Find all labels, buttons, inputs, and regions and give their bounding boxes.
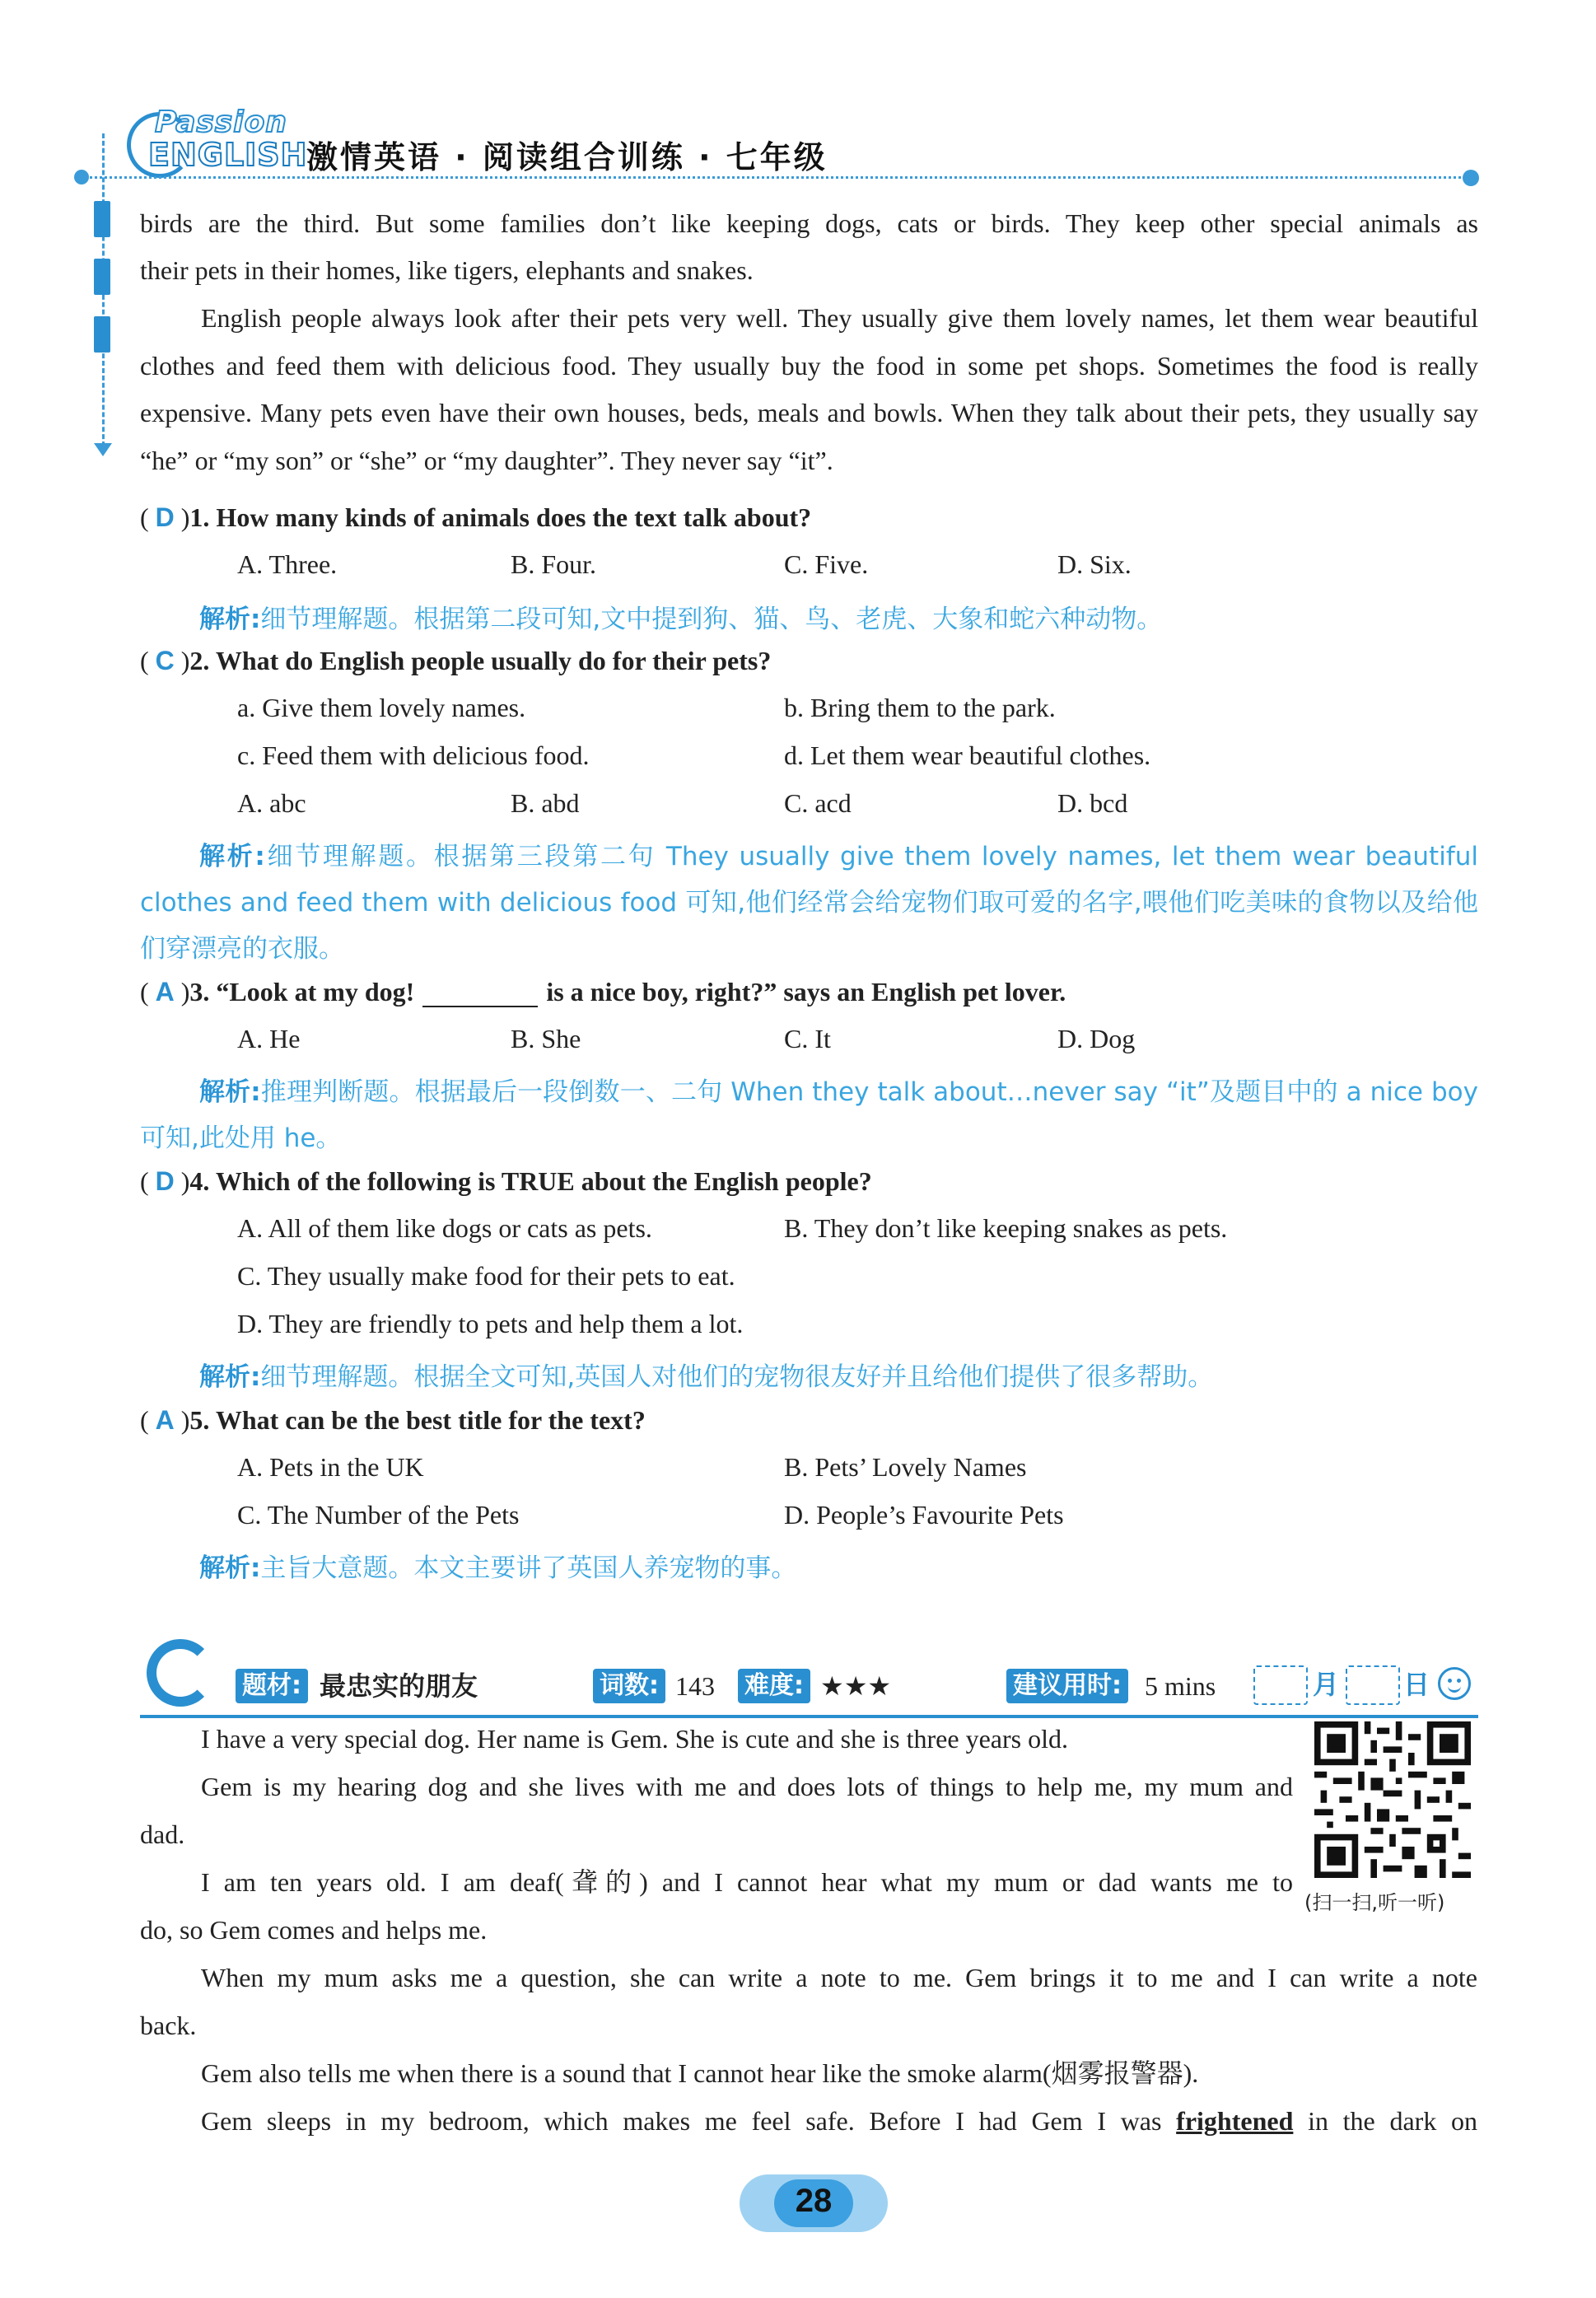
- explanation-label: 解析:: [199, 1553, 261, 1583]
- passage-line: dad.: [140, 1819, 185, 1849]
- explanation-label: 解析:: [199, 842, 265, 871]
- explanation-1: [199, 596, 1476, 642]
- month-label: 月: [1313, 1669, 1340, 1700]
- explanation-text: 推理判断题。根据最后一段倒数一、二句 When they talk about…never say “it”及题目中的 a nice boy 可知,此处用 he。: [140, 1077, 1478, 1153]
- question-text: 5. What can be the best title for the text?: [189, 1405, 646, 1435]
- page-number: 28: [795, 2183, 833, 2219]
- passion-english-logo: [124, 105, 308, 175]
- month-input-box[interactable]: [1253, 1665, 1308, 1705]
- explanation-label: 解析:: [199, 1077, 261, 1107]
- option: C. It: [784, 1024, 831, 1053]
- explanation-3: [140, 1069, 1478, 1161]
- option: C. They usually make food for their pets to eat.: [237, 1261, 735, 1291]
- option: D. They are friendly to pets and help them a lot.: [237, 1309, 744, 1338]
- option: A. Pets in the UK: [237, 1452, 424, 1482]
- header-divider: [79, 176, 1471, 179]
- word-count-value: 143: [675, 1671, 715, 1701]
- option: D. Dog: [1057, 1024, 1136, 1053]
- option: D. bcd: [1057, 788, 1128, 818]
- question-text-before: 3. “Look at my dog!: [189, 977, 415, 1007]
- option: A. abc: [237, 788, 306, 818]
- answer-4: D: [155, 1166, 175, 1196]
- option: B. Four.: [511, 549, 597, 579]
- day-label: 日: [1403, 1669, 1430, 1700]
- explanation-text: 细节理解题。根据第三段第二句 They usually give them lovely names, let them wear beautiful clothes and feed them with delicious food 可知,他们经常会给宠物们取可爱的名字,喂他们吃美味的食物以及给他们穿漂亮的衣服。: [140, 842, 1479, 964]
- sub-option: a. Give them lovely names.: [237, 693, 526, 722]
- passage-line: back.: [140, 2011, 197, 2040]
- qr-caption: (扫一扫,听一听): [1304, 1891, 1445, 1914]
- sub-option: b. Bring them to the park.: [784, 693, 1056, 722]
- passage-line: Gem is my hearing dog and she lives with me and does lots of things to help me, my mum and: [201, 1772, 1293, 1801]
- word-count-tag: 词数:: [593, 1669, 665, 1703]
- explanation-5: [199, 1545, 1476, 1591]
- option: D. People’s Favourite Pets: [784, 1500, 1064, 1530]
- explanation-4: [199, 1354, 1476, 1400]
- time-value: 5 mins: [1145, 1671, 1216, 1701]
- option: B. She: [511, 1024, 581, 1053]
- passage-line: Gem also tells me when there is a sound that I cannot hear like the smoke alarm(烟雾报警器).: [201, 2058, 1199, 2088]
- passage-line: their pets in their homes, like tigers, elephants and snakes.: [140, 255, 754, 285]
- difficulty-stars: ★★★: [820, 1671, 892, 1701]
- explanation-label: 解析:: [199, 1362, 261, 1392]
- sub-option: d. Let them wear beautiful clothes.: [784, 740, 1151, 770]
- passage-line: I am ten years old. I am deaf(聋的) and I cannot hear what my mum or dad wants me to: [201, 1867, 1293, 1897]
- option: C. Five.: [784, 549, 869, 579]
- option: B. Pets’ Lovely Names: [784, 1452, 1027, 1482]
- topic-tag: 题材:: [236, 1669, 308, 1703]
- logo-bottom-text: ENGLISH: [148, 137, 308, 173]
- header-dot-icon: [1463, 170, 1479, 186]
- explanation-text: 主旨大意题。本文主要讲了英国人养宠物的事。: [260, 1553, 797, 1583]
- side-block-icon: [94, 201, 110, 237]
- option: C. The Number of the Pets: [237, 1500, 520, 1530]
- passage-line: When my mum asks me a question, she can write a note to me. Gem brings it to me and I can write a note: [201, 1963, 1477, 1992]
- section-c-letter-icon: [138, 1639, 221, 1712]
- answer-5: A: [155, 1405, 175, 1435]
- logo-top-text: Passion: [155, 105, 287, 139]
- explanation-2: [140, 834, 1478, 972]
- option: A. He: [237, 1024, 301, 1053]
- question-text: 4. Which of the following is TRUE about the English people?: [189, 1166, 872, 1196]
- page-number-badge: [740, 2174, 888, 2232]
- side-block-icon: [94, 259, 110, 295]
- option: B. abd: [511, 788, 580, 818]
- day-input-box[interactable]: [1346, 1665, 1400, 1705]
- question-4: ( D )4. Which of the following is TRUE about the English people?: [140, 1166, 872, 1196]
- answer-blank: [422, 981, 538, 1007]
- smiley-icon: [1438, 1667, 1471, 1700]
- option: D. Six.: [1057, 549, 1132, 579]
- header-title: 激情英语 · 阅读组合训练 · 七年级: [306, 139, 828, 175]
- passage-line: birds are the third. But some families don’t like keeping dogs, cats or birds. They keep other special animals as: [140, 208, 1478, 238]
- answer-3: A: [155, 977, 175, 1007]
- passage-line: do, so Gem comes and helps me.: [140, 1915, 488, 1945]
- vocab-word: frightened: [1176, 2106, 1294, 2136]
- passage-line: [201, 2097, 1477, 2145]
- time-tag: 建议用时:: [1006, 1669, 1128, 1703]
- difficulty-tag: 难度:: [738, 1669, 810, 1703]
- side-block-icon: [94, 316, 110, 353]
- passage-text: in the dark on: [1308, 2106, 1478, 2136]
- question-text: 1. How many kinds of animals does the text talk about?: [189, 502, 812, 532]
- question-2: ( C )2. What do English people usually do for their pets?: [140, 646, 772, 675]
- topic-value: 最忠实的朋友: [320, 1670, 478, 1702]
- explanation-text: 细节理解题。根据第二段可知,文中提到狗、猫、鸟、老虎、大象和蛇六种动物。: [260, 605, 1163, 634]
- passage-text: Gem sleeps in my bedroom, which makes me feel safe. Before I had Gem I was: [201, 2106, 1162, 2136]
- answer-1: D: [155, 502, 175, 532]
- option: A. Three.: [237, 549, 338, 579]
- explanation-label: 解析:: [199, 605, 261, 634]
- explanation-text: 细节理解题。根据全文可知,英国人对他们的宠物很友好并且给他们提供了很多帮助。: [260, 1362, 1214, 1392]
- passage-paragraph: English people always look after their pets very well. They usually give them lovely names, let them wear beautiful clothes and feed them with delicious food. They usually buy the food in some pet shops. Sometimes the food is really expensive. Many pets even have their own houses, beds, meals and bowls. When they talk about their pets, they usually say “he” or “my son” or “she” or “my daughter”. They never say “it”.: [140, 303, 1478, 475]
- qr-code-icon[interactable]: [1314, 1721, 1471, 1878]
- option: B. They don’t like keeping snakes as pets.: [784, 1213, 1228, 1243]
- question-3: ( A )3. “Look at my dog! is a nice boy, right?” says an English pet lover.: [140, 977, 1066, 1007]
- option: C. acd: [784, 788, 852, 818]
- question-text: 2. What do English people usually do for their pets?: [189, 646, 772, 675]
- passage-line: I have a very special dog. Her name is Gem. She is cute and she is three years old.: [201, 1724, 1068, 1754]
- question-5: ( A )5. What can be the best title for the text?: [140, 1405, 646, 1435]
- question-1: ( D )1. How many kinds of animals does the text talk about?: [140, 502, 812, 532]
- arrow-down-icon: [94, 443, 112, 456]
- question-text-after: is a nice boy, right?” says an English pet lover.: [546, 977, 1066, 1007]
- option: A. All of them like dogs or cats as pets.: [237, 1213, 652, 1243]
- answer-2: C: [155, 646, 175, 675]
- sub-option: c. Feed them with delicious food.: [237, 740, 590, 770]
